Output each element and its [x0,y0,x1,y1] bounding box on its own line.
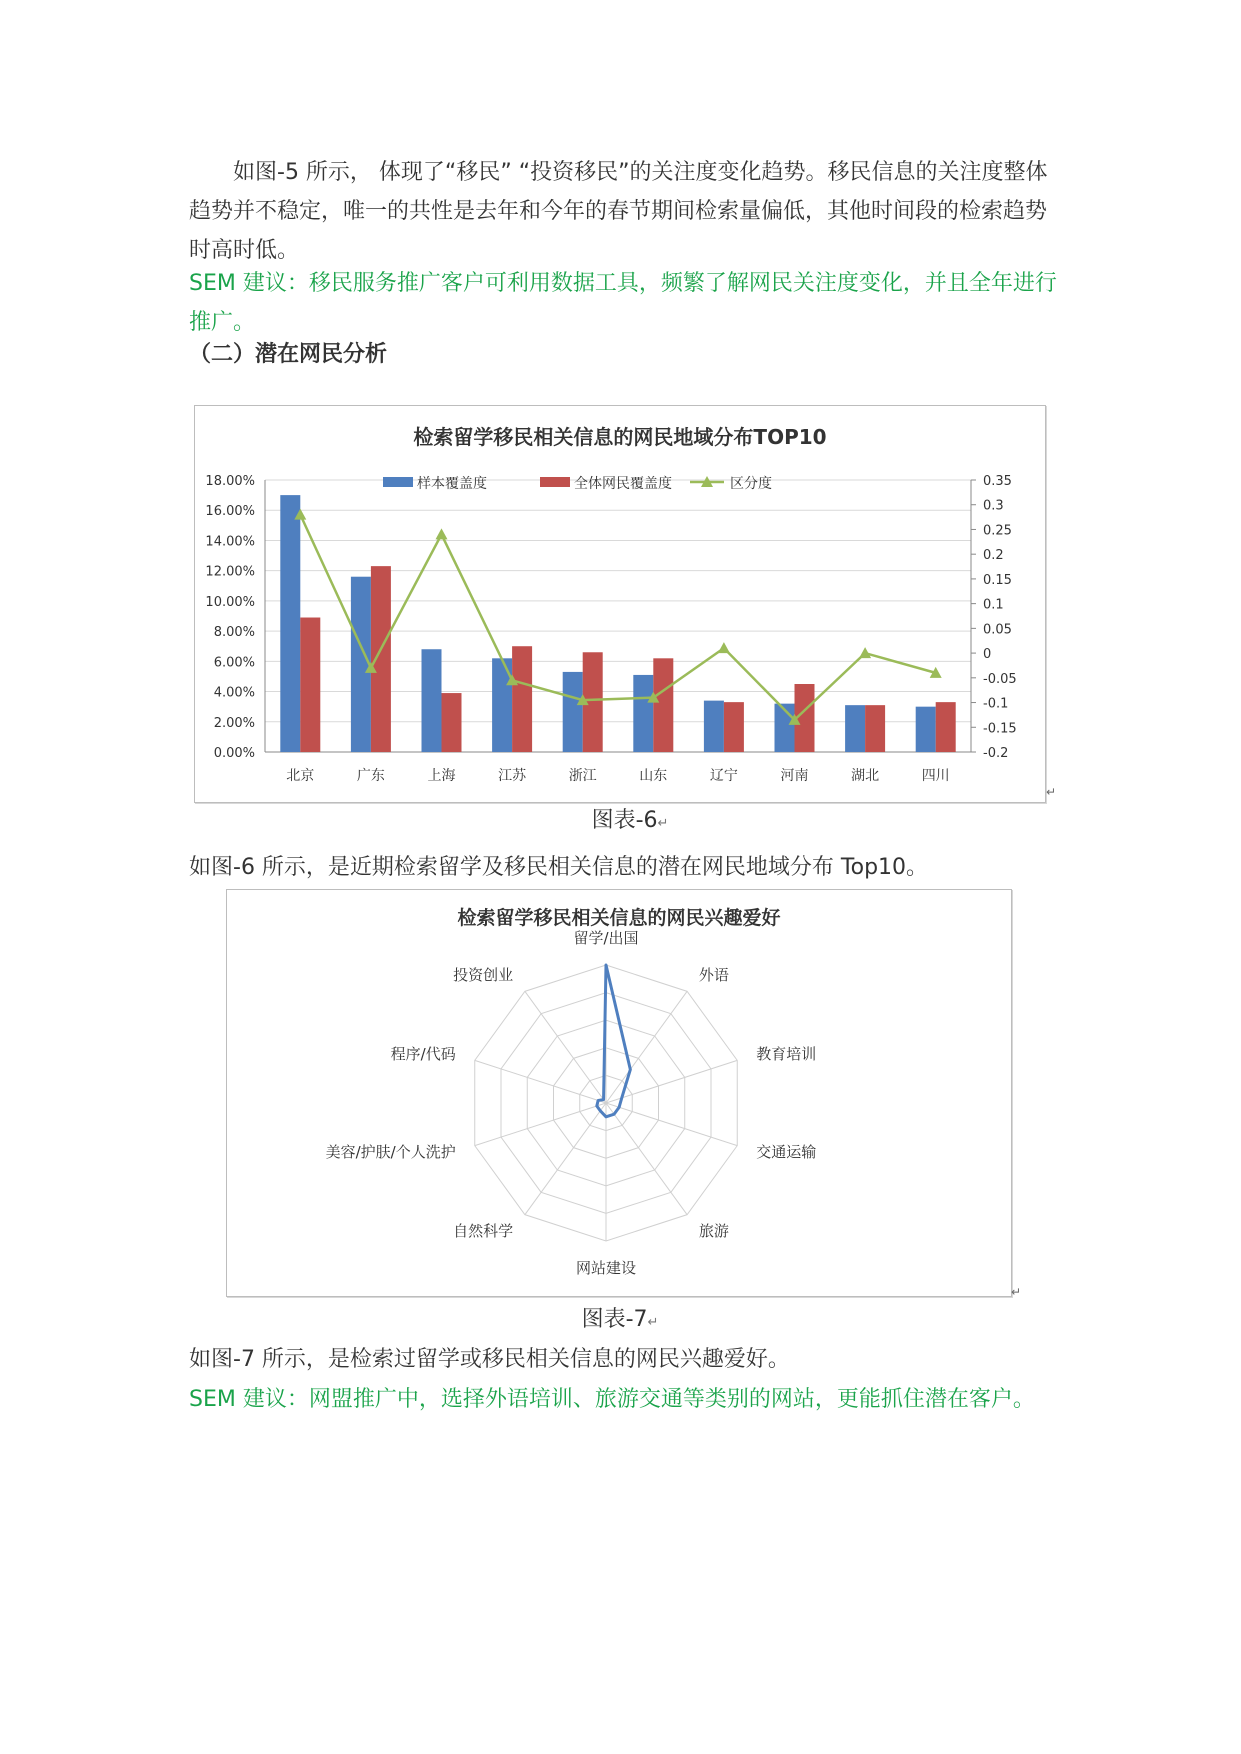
sem-suggestion-1: SEM 建议：移民服务推广客户可利用数据工具，频繁了解网民关注度变化，并且全年进行推广。 [189,271,1057,335]
line-point [718,642,730,653]
radar-spoke [475,1060,606,1103]
bar-sample [633,675,653,752]
y-left-tick-label: 6.00% [213,655,255,671]
x-tick-label: 辽宁 [709,768,738,784]
x-tick-label: 湖北 [851,768,880,784]
y-right-tick-label: 0.3 [983,498,1004,514]
interest-radar-chart [226,889,1012,1297]
figure-7-caption [570,1302,670,1333]
bar-all [300,618,320,752]
y-left-tick-label: 0.00% [213,746,255,761]
line-point [859,647,871,658]
interest-radar-chart-svg [227,890,1011,1296]
intro-paragraph: 如图-5 所示， 体现了“移民” “投资移民”的关注度变化趋势。移民信息的关注度整体趋势并不稳定，唯一的共性是去年和今年的春节期间检索量偏低，其他时间段的检索趋势时高时低。 [189,160,1048,263]
chart-title: 检索留学移民相关信息的网民地域分布TOP10 [413,425,827,449]
bar-sample [422,649,442,752]
y-right-tick-label: 0.1 [983,597,1004,613]
radar-spoke [606,991,687,1103]
y-right-tick-label: 0.2 [983,548,1004,564]
x-tick-label: 上海 [427,768,456,784]
radar-axis-label: 网站建设 [575,1259,637,1277]
y-right-tick-label: 0.35 [983,474,1012,489]
radar-data-series [597,965,631,1117]
radar-axis-label: 旅游 [698,1221,729,1240]
sem-suggestion-2: SEM 建议：网盟推广中，选择外语培训、旅游交通等类别的网站，更能抓住潜在客户。 [189,1387,1035,1412]
bar-all [371,566,391,752]
line-series-distinction [300,515,935,720]
bar-sample [704,701,724,752]
y-right-tick-label: -0.2 [983,746,1009,761]
figure-7-caption-text: 图表-7 [581,1307,648,1332]
bar-all [442,693,462,752]
region-bar-chart-svg [195,406,1045,802]
radar-axis-label: 留学/出国 [573,929,639,947]
radar-axis-label: 程序/代码 [390,1045,456,1064]
figure-6-return-mark: ↵ [657,816,669,831]
bar-all [724,702,744,752]
y-right-tick-label: -0.15 [983,721,1017,737]
radar-axis-label: 外语 [698,966,729,985]
x-tick-label: 山东 [639,768,668,784]
figure-6-description: 如图-6 所示，是近期检索留学及移民相关信息的潜在网民地域分布 Top10。 [189,855,929,880]
y-right-tick-label: -0.1 [983,696,1009,712]
y-left-tick-label: 12.00% [205,564,255,580]
bar-sample [916,707,936,752]
y-left-tick-label: 18.00% [205,474,255,489]
y-left-tick-label: 4.00% [213,685,255,701]
y-left-tick-label: 16.00% [205,504,255,520]
bar-all [512,646,532,752]
bar-all [936,702,956,752]
radar-spoke [475,1103,606,1146]
x-tick-label: 江苏 [498,768,527,784]
figure-6-caption-text: 图表-6 [591,808,658,833]
chart7-return-mark: ↵ [1011,1285,1022,1299]
radar-spoke [606,1103,687,1215]
x-tick-label: 北京 [286,768,315,784]
figure-6-caption [580,803,680,834]
x-tick-label: 广东 [356,768,385,784]
radar-axis-label: 投资创业 [453,966,514,985]
region-distribution-chart [194,405,1046,803]
legend-swatch [540,477,570,487]
chart-title: 检索留学移民相关信息的网民兴趣爱好 [457,907,781,929]
radar-spoke [525,991,606,1103]
legend-label: 全体网民覆盖度 [574,476,672,492]
figure-7-return-mark: ↵ [647,1315,659,1330]
y-right-tick-label: 0.25 [983,523,1012,539]
legend-swatch [383,477,413,487]
radar-axis-label: 美容/护肤/个人洗护 [325,1142,456,1161]
y-left-tick-label: 10.00% [205,594,255,610]
bar-sample [563,672,583,752]
y-left-tick-label: 14.00% [205,534,255,550]
radar-spoke [606,1103,737,1146]
radar-axis-label: 自然科学 [453,1221,514,1240]
x-tick-label: 河南 [780,768,809,784]
y-right-tick-label: 0 [983,647,992,663]
section-heading: （二）潜在网民分析 [189,342,388,367]
line-point [436,528,448,539]
legend-label: 样本覆盖度 [417,476,487,492]
y-right-tick-label: 0.15 [983,572,1012,588]
y-left-tick-label: 2.00% [213,715,255,731]
radar-axis-label: 教育培训 [756,1045,817,1064]
x-tick-label: 浙江 [568,768,597,784]
bar-sample [845,705,865,752]
bar-all [865,705,885,752]
y-left-tick-label: 8.00% [213,625,255,641]
legend-label: 区分度 [730,476,772,492]
y-right-tick-label: -0.05 [983,671,1017,687]
figure-7-description: 如图-7 所示，是检索过留学或移民相关信息的网民兴趣爱好。 [189,1347,790,1372]
bar-sample [280,495,300,752]
bar-all [653,658,673,752]
radar-axis-label: 交通运输 [756,1142,817,1161]
chart6-return-mark: ↵ [1046,785,1057,799]
y-right-tick-label: 0.05 [983,622,1012,638]
radar-spoke [525,1103,606,1215]
x-tick-label: 四川 [921,768,950,784]
